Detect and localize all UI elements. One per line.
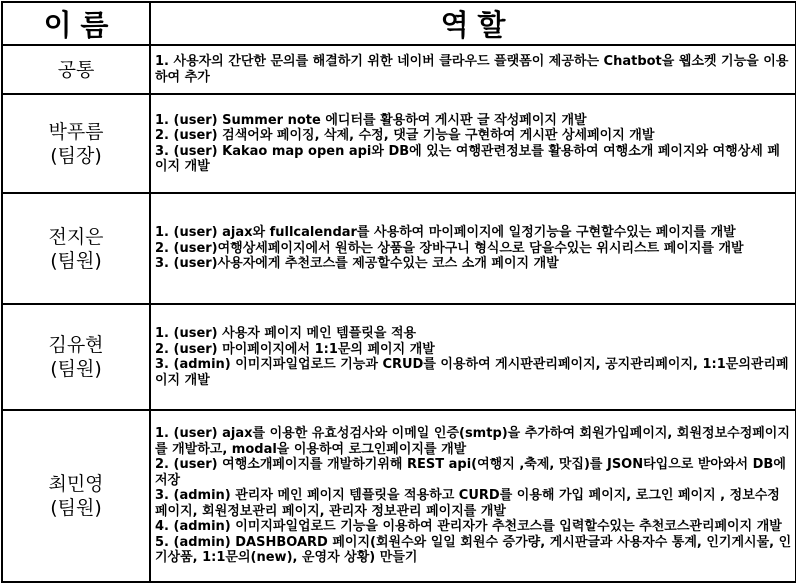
role-item: 2. (user) 여행소개페이지를 개발하기위해 REST api(여행지 ,축제, 맛집)를 JSON타입으로 받아와서 DB에 저장 — [155, 457, 786, 488]
column-header-name: 이름 — [2, 2, 150, 45]
role-item: 5. (admin) DASHBOARD 페이지(회원수와 일일 회원수 증가량, 게시판글과 사용자수 통계, 인기게시물, 인기상품, 1:1문의(new), 운영자 상황) 만들기 — [155, 534, 792, 566]
role-item: 1. 사용자의 간단한 문의를 해결하기 위한 네이버 클라우드 플랫폼이 제공하는 Chatbot을 웹소켓 기능을 이용하여 추가 — [155, 54, 789, 85]
member-name-cell — [2, 94, 150, 193]
member-title: (팀장) — [50, 144, 102, 167]
role-item: 2. (user) 검색어와 페이징, 삭제, 수정, 댓글 기능을 구현하여 게시판 상세페이지 개발 — [155, 128, 655, 143]
role-item: 3. (user) Kakao map open api와 DB에 있는 여행관련정보를 활용하여 여행소개 페이지와 여행상세 페이지 개발 — [155, 143, 780, 174]
role-item: 3. (admin) 관리자 메인 페이지 템플릿을 적용하고 CURD를 이용해 가입 페이지, 로그인 페이지 , 정보수정 페이지, 회원정보관리 페이지, 관리자 정보관리 페이지를 개발 — [155, 488, 780, 519]
table-row-choi-minyoung — [2, 410, 796, 582]
table-body — [2, 45, 796, 582]
member-title: (팀원) — [50, 249, 102, 272]
role-item: 1. (user) Summer note 에디터를 활용하여 게시판 글 작성페이지 개발 — [155, 112, 587, 128]
role-item: 1. (user) ajax와 fullcalendar를 사용하여 마이페이지에 일정기능을 구현할수있는 페이지를 개발 — [155, 225, 736, 241]
member-roles-cell — [150, 94, 796, 193]
member-name: 박푸름 — [48, 120, 104, 143]
role-item: 3. (user)사용자에게 추천코스를 제공할수있는 코스 소개 페이지 개발 — [155, 256, 559, 272]
role-item: 1. (user) ajax를 이용한 유효성검사와 이메일 인증(smtp)을 추가하여 회원가입페이지, 회원정보수정페이지를 개발하고, modal을 이용하여 로그인페이지를 개발 — [155, 426, 790, 457]
table-header — [2, 2, 796, 45]
member-roles-cell — [150, 304, 796, 410]
member-name-cell — [2, 193, 150, 304]
role-item: 2. (user)여행상세페이지에서 원하는 상품을 장바구니 형식으로 담을수있는 위시리스트 페이지를 개발 — [155, 240, 744, 256]
table-row-kim-yuhyeon — [2, 304, 796, 410]
member-roles-cell — [150, 193, 796, 304]
member-name-cell — [2, 410, 150, 582]
header-row — [2, 2, 796, 45]
table-row-park-pureum — [2, 94, 796, 193]
member-name: 공통 — [57, 58, 95, 81]
member-roles-cell — [150, 410, 796, 582]
role-item: 1. (user) 사용자 페이지 메인 템플릿을 적용 — [155, 326, 417, 341]
column-header-role: 역할 — [150, 2, 796, 45]
member-roles-cell — [150, 45, 796, 94]
member-name: 최민영 — [48, 473, 104, 495]
role-item: 2. (user) 마이페이지에서 1:1문의 페이지 개발 — [155, 341, 435, 357]
member-name: 김유현 — [48, 334, 104, 356]
role-item: 3. (admin) 이미지파일업로드 기능과 CRUD를 이용하여 게시판관리페이지, 공지관리페이지, 1:1문의관리페이지 개발 — [155, 357, 789, 388]
table-row-common — [2, 45, 796, 94]
member-name-cell — [2, 304, 150, 410]
member-name-cell — [2, 45, 150, 94]
member-title: (팀원) — [50, 358, 102, 380]
table-row-jeon-jieun — [2, 193, 796, 304]
member-title: (팀원) — [50, 497, 102, 519]
member-name: 전지은 — [48, 225, 104, 248]
team-roles-table — [1, 1, 796, 583]
role-item: 4. (admin) 이미지파일업로드 기능을 이용하여 관리자가 추천코스를 입력할수있는 추천코스관리페이지 개발 — [155, 519, 782, 535]
